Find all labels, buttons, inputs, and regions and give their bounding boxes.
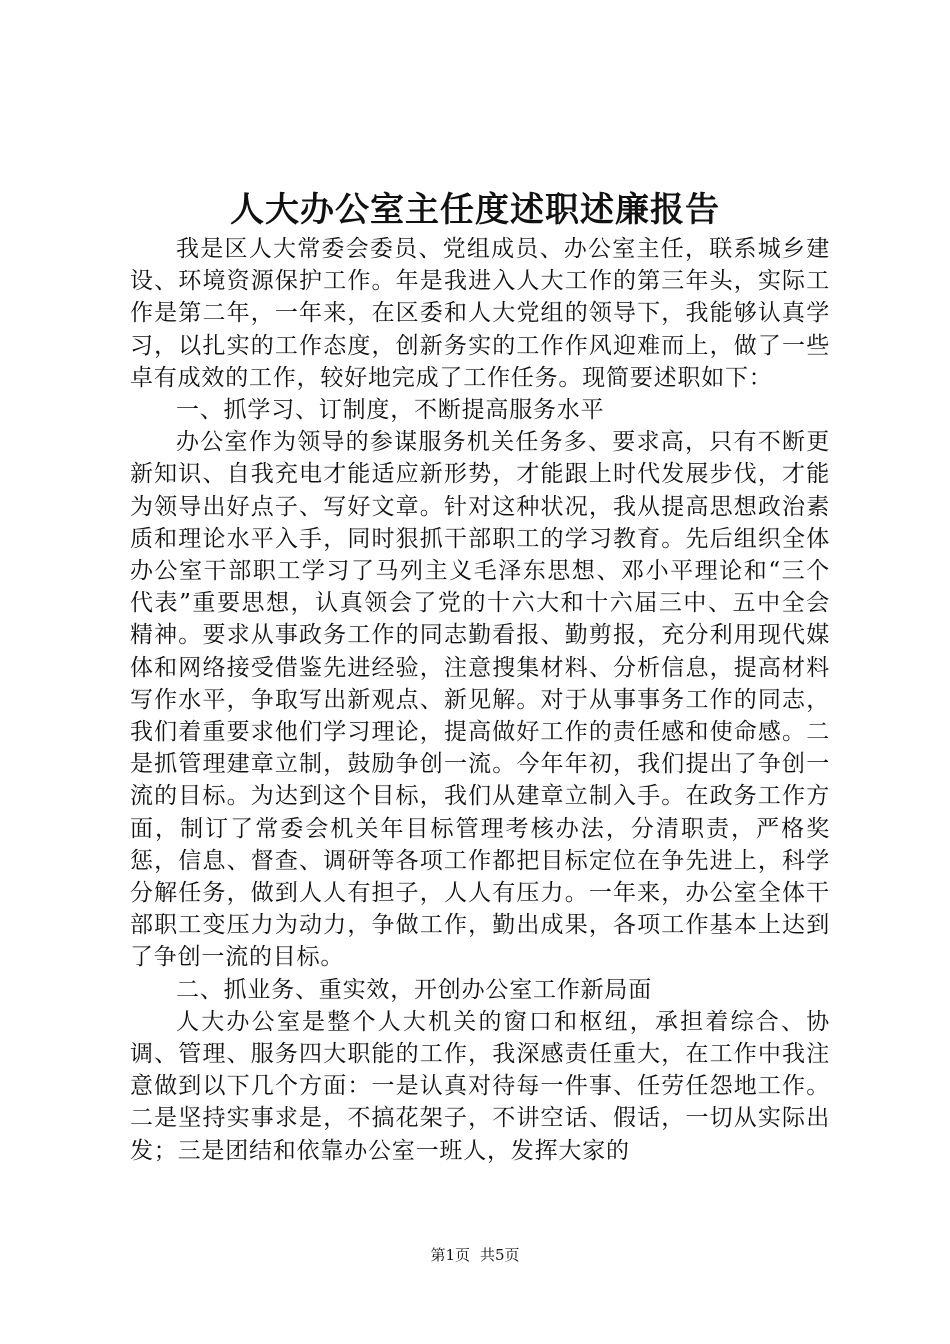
paragraph-intro: 我是区人大常委会委员、党组成员、办公室主任，联系城乡建设、环境资源保护工作。年是我进入人大工作的第三年头，实际工作是第二年，一年来，在区委和人大党组的领导下，我能够认真学习，以扎实的工作态度，创新务实的工作作风迎难而上，做了一些卓有成效的工作，较好地完成了工作任务。现简要述职如下： bbox=[130, 236, 830, 391]
page-footer bbox=[0, 1245, 950, 1265]
paragraph-section-1: 办公室作为领导的参谋服务机关任务多、要求高，只有不断更新知识、自我充电才能适应新形势，才能跟上时代发展步伐，才能为领导出好点子、写好文章。针对这种状况，我从提高思想政治素质和理论水平入手，同时狠抓干部职工的学习教育。先后组织全体办公室干部职工学习了马列主义毛泽东思想、邓小平理论和“三个代表”重要思想，认真领会了党的十六大和十六届三中、五中全会精神。要求从事政务工作的同志勤看报、勤剪报，充分利用现代媒体和网络接受借鉴先进经验，注意搜集材料、分析信息，提高材料写作水平，争取写出新观点、新见解。对于从事事务工作的同志，我们着重要求他们学习理论，提高做好工作的责任感和使命感。二是抓管理建章立制，鼓励争创一流。今年年初，我们提出了争创一流的目标。为达到这个目标，我们从建章立制入手。在政务工作方面，制订了常委会机关年目标管理考核办法，分清职责，严格奖惩，信息、督查、调研等各项工作都把目标定位在争先进上，科学分解任务，做到人人有担子，人人有压力。一年来，办公室全体干部职工变压力为动力，争做工作，勤出成果，各项工作基本上达到了争创一流的目标。 bbox=[130, 429, 830, 971]
page-total: 共5页 bbox=[480, 1246, 520, 1264]
page-number: 第1页 bbox=[430, 1246, 470, 1264]
section-heading-1: 一、抓学习、订制度，不断提高服务水平 bbox=[176, 397, 605, 424]
section-heading-2: 二、抓业务、重实效，开创办公室工作新局面 bbox=[176, 976, 652, 1003]
paragraph-section-2: 人大办公室是整个人大机关的窗口和枢纽，承担着综合、协调、管理、服务四大职能的工作，我深感责任重大，在工作中我注意做到以下几个方面：一是认真对待每一件事、任劳任怨地工作。二是坚持实事求是，不搞花架子，不讲空话、假话，一切从实际出发；三是团结和依靠办公室一班人，发挥大家的 bbox=[130, 1008, 830, 1164]
document-title: 人大办公室主任度述职述廉报告 bbox=[230, 190, 720, 230]
document-body bbox=[130, 233, 830, 1167]
